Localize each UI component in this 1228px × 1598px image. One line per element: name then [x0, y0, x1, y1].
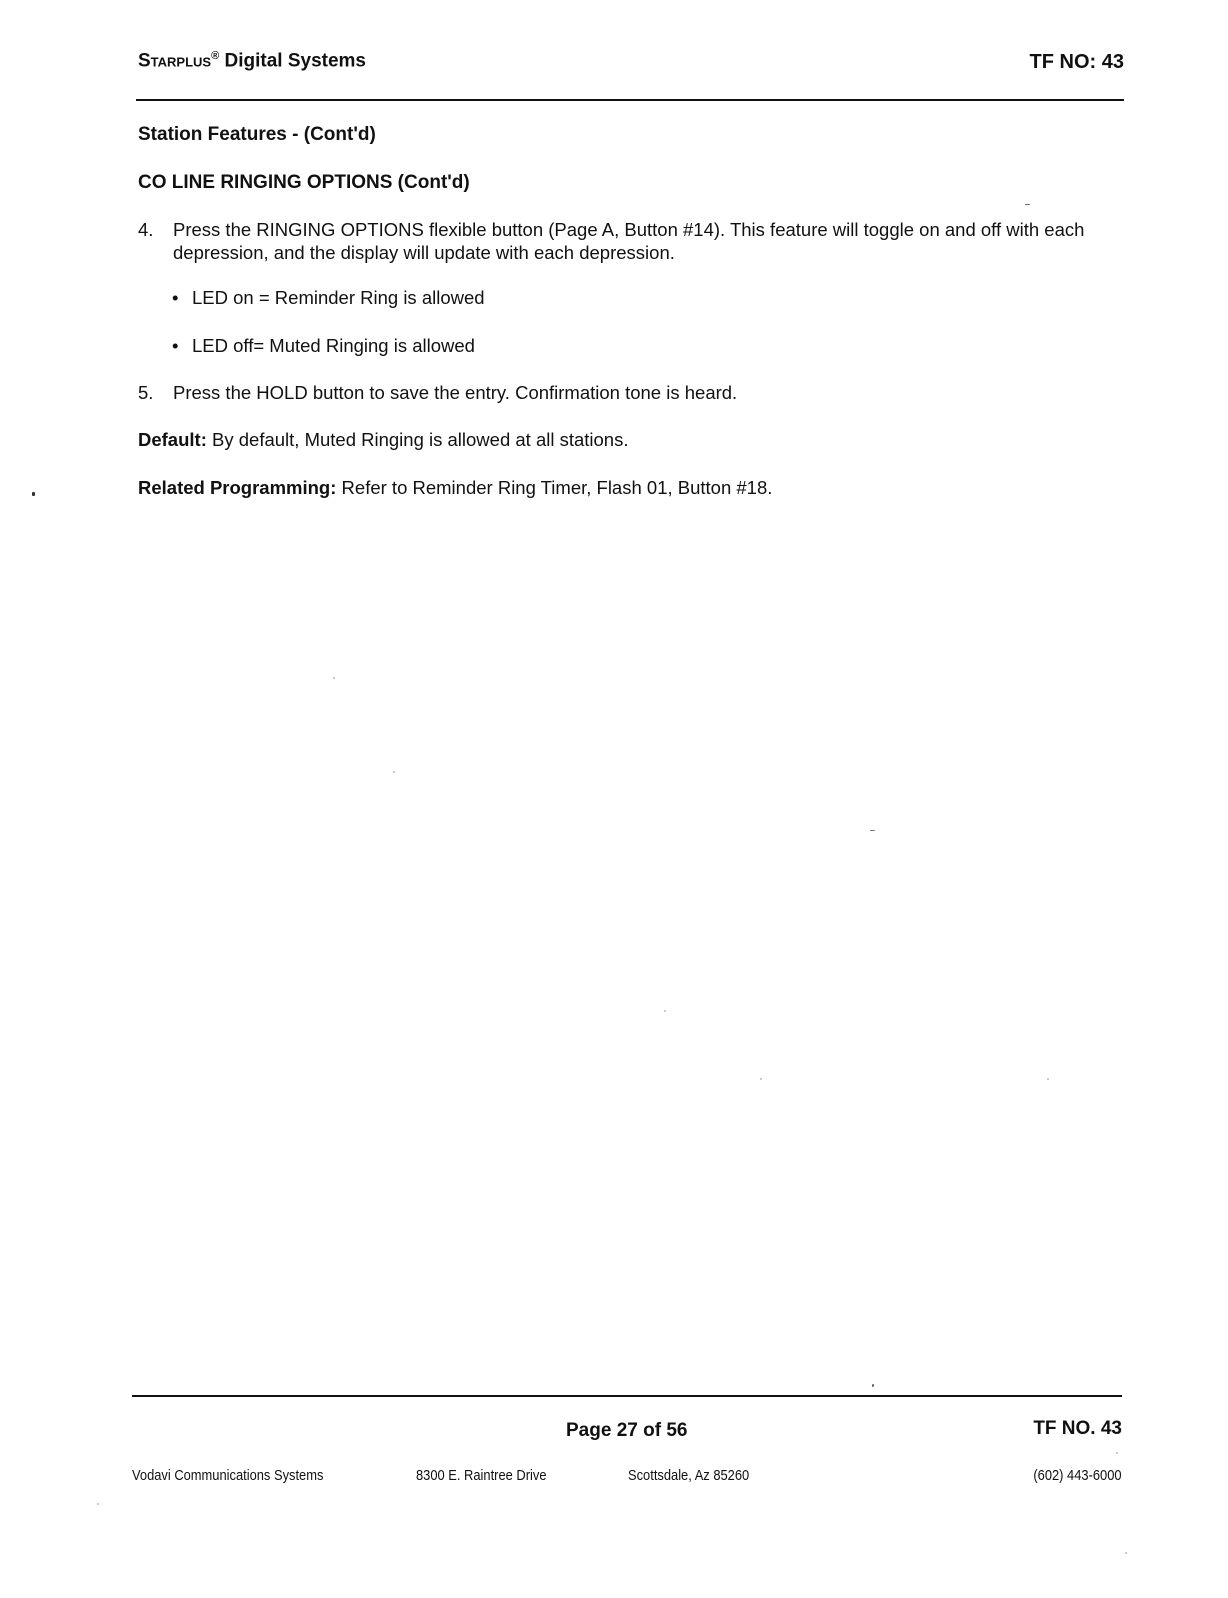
bullet-glyph: •: [172, 335, 179, 356]
step-text: Press the HOLD button to save the entry. Confirmation tone is heard.: [173, 382, 738, 403]
bullet-item: [172, 335, 475, 357]
page-number: Page 27 of 56: [566, 1420, 688, 1441]
header-doc-id: TF NO: 43: [1029, 51, 1124, 73]
bullet-item: [172, 287, 485, 309]
scan-speck: [393, 771, 395, 773]
footer-city: Scottsdale, Az 85260: [628, 1467, 750, 1484]
subsection-title: CO LINE RINGING OPTIONS (Cont'd): [138, 172, 470, 193]
default-text: By default, Muted Ringing is allowed at all stations.: [206, 429, 629, 450]
scan-speck: [760, 1078, 762, 1080]
bullet-text: LED on = Reminder Ring is allowed: [192, 287, 485, 308]
default-note: [138, 429, 629, 451]
related-programming-note: [138, 477, 772, 499]
scan-speck: [1116, 1452, 1118, 1454]
bullet-glyph: •: [172, 287, 179, 308]
step-item: [138, 218, 1128, 264]
footer-phone: (602) 443-6000: [1033, 1467, 1122, 1484]
scan-speck: [97, 1503, 99, 1505]
step-number: 4.: [138, 219, 154, 240]
bullet-text: LED off= Muted Ringing is allowed: [192, 335, 475, 356]
header-rule: [136, 99, 1124, 101]
scan-speck: [872, 1384, 874, 1387]
scan-speck: [32, 492, 35, 496]
brand-name: Starplus: [138, 50, 212, 72]
scan-speck: [870, 830, 875, 831]
step-item: [138, 381, 1128, 404]
footer-address: 8300 E. Raintree Drive: [416, 1467, 547, 1484]
footer-rule: [132, 1395, 1122, 1397]
related-text: Refer to Reminder Ring Timer, Flash 01, Button #18.: [336, 477, 773, 498]
section-title: Station Features - (Cont'd): [138, 124, 376, 145]
header-brand: [138, 50, 366, 72]
scan-speck: [1047, 1078, 1049, 1080]
scan-speck: [1025, 204, 1030, 205]
default-label: Default:: [138, 429, 207, 450]
brand-rest: Digital Systems: [219, 50, 366, 72]
footer-company: Vodavi Communications Systems: [132, 1467, 324, 1484]
footer-doc-id: TF NO. 43: [1033, 1418, 1122, 1439]
registered-mark: ®: [211, 50, 220, 62]
scan-speck: [664, 1010, 666, 1012]
step-text: Press the RINGING OPTIONS flexible button (Page A, Button #14). This feature will toggle on and off with each depression, and the display will update with each depression.: [173, 219, 1085, 263]
step-number: 5.: [138, 382, 154, 403]
scan-speck: [1125, 1552, 1127, 1554]
related-label: Related Programming:: [138, 477, 337, 498]
scan-speck: [333, 677, 335, 679]
